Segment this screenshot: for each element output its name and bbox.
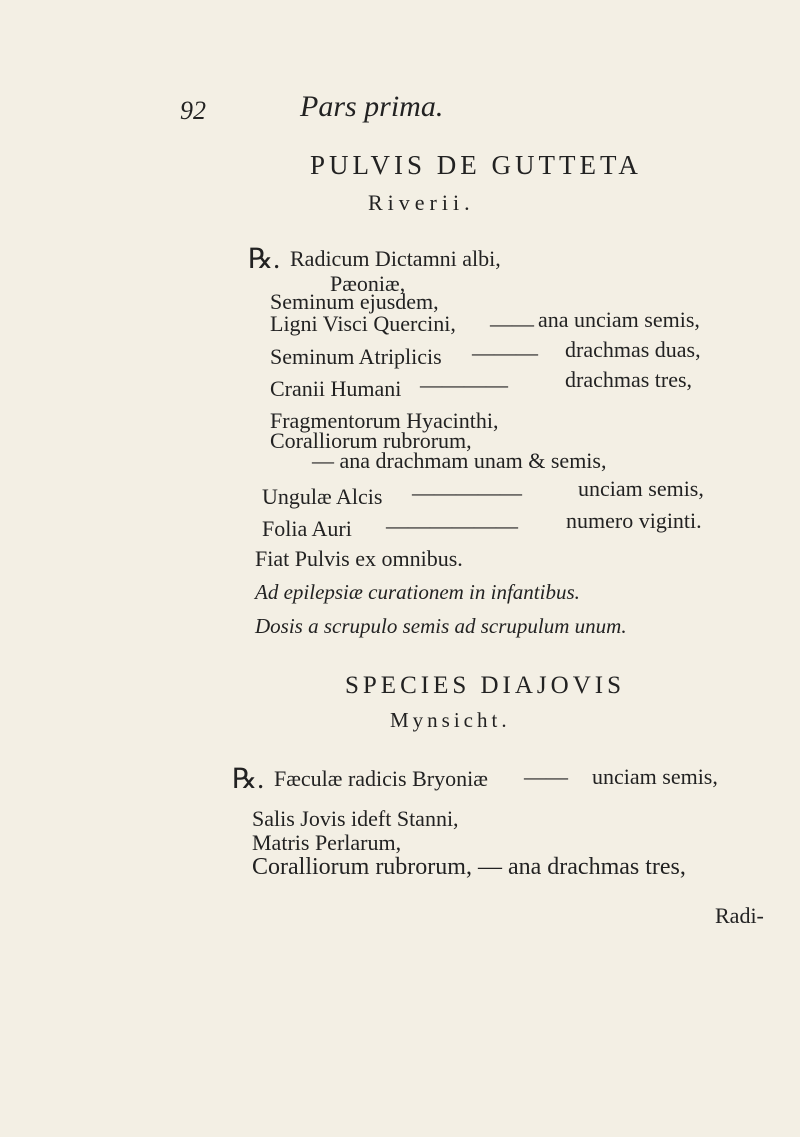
recipe-symbol: ℞. [248, 244, 281, 275]
ingredient-line: Coralliorum rubrorum, [270, 428, 472, 453]
ingredient-dose: numero viginti. [566, 508, 702, 533]
ingredient-line: Fragmentorum Hyacinthi, [270, 408, 499, 433]
ingredient-line: Fæculæ radicis Bryoniæ [274, 766, 488, 791]
ingredient-dose: unciam semis, [592, 764, 718, 789]
dosage-note: Dosis a scrupulo semis ad scrupulum unum. [255, 614, 627, 638]
recipe-title: SPECIES DIAJOVIS [345, 672, 626, 699]
dose-dash: ———— [420, 372, 508, 397]
ingredient-line: Seminum ejusdem, [270, 289, 439, 314]
recipe-symbol: ℞. [232, 764, 265, 795]
ingredient-line: Radicum Dictamni albi, [290, 246, 501, 271]
catchword: Radi- [715, 903, 764, 928]
ingredient-dose: drachmas tres, [565, 367, 693, 392]
ingredient-line: Ungulæ Alcis [262, 484, 383, 509]
dose-dash: —————— [386, 513, 518, 538]
recipe-title: PULVIS DE GUTTETA [310, 150, 642, 180]
ingredient-line: Ligni Visci Quercini, [270, 311, 456, 336]
ingredient-line: Matris Perlarum, [252, 830, 402, 855]
ingredient-line: Pæoniæ, [330, 271, 406, 296]
ingredient-line: Folia Auri [262, 516, 352, 541]
ingredient-line: Salis Jovis ideft Stanni, [252, 806, 459, 831]
usage-note: Ad epilepsiæ curationem in infantibus. [255, 580, 580, 604]
ingredient-dose: drachmas duas, [565, 337, 701, 362]
ingredient-dose: ana unciam semis, [538, 307, 700, 332]
ingredient-dose: unciam semis, [578, 476, 704, 501]
page-number: 92 [180, 96, 206, 125]
dose-dash: —— [490, 311, 534, 336]
ingredient-line: — ana drachmam unam & semis, [312, 448, 607, 473]
recipe-author: Mynsicht. [390, 708, 511, 732]
ingredient-line: Cranii Humani [270, 376, 402, 401]
running-head: Pars prima. [300, 90, 444, 123]
instruction-line: Fiat Pulvis ex omnibus. [255, 546, 463, 571]
ingredient-line: Coralliorum rubrorum, — ana drachmas tres, [252, 854, 686, 880]
recipe-author: Riverii. [368, 190, 475, 215]
ingredient-line: Seminum Atriplicis [270, 344, 442, 369]
dose-dash: ————— [412, 480, 522, 505]
dose-dash: ——— [472, 340, 538, 365]
dose-dash: —— [524, 764, 568, 789]
